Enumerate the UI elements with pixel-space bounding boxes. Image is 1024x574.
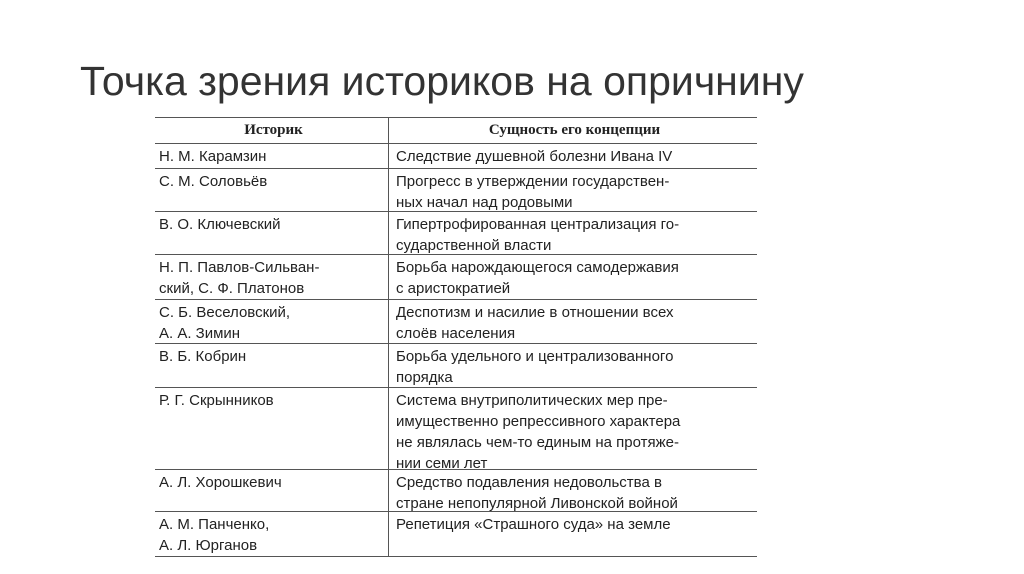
table-row xyxy=(155,511,757,557)
historian-cell: Р. Г. Скрынников xyxy=(159,392,274,409)
header-concept: Сущность его концепции xyxy=(388,118,757,143)
concept-cell: Система внутриполитических мер пре- имущественно репрессивного характера не являлась чем-то единым на протяже- нии семи лет xyxy=(388,388,757,469)
table-row xyxy=(155,168,757,211)
table-row xyxy=(155,469,757,511)
table-header-row xyxy=(155,117,757,143)
historians-table xyxy=(155,117,757,557)
table-row xyxy=(155,299,757,343)
concept-cell: Борьба нарождающегося самодержавия с аристократией xyxy=(388,255,757,299)
table-row xyxy=(155,143,757,168)
historian-cell: В. О. Ключевский xyxy=(159,216,281,233)
historian-cell: Н. П. Павлов-Сильван- ский, С. Ф. Платонов xyxy=(159,259,320,297)
concept-cell: Репетиция «Страшного суда» на земле xyxy=(388,512,757,556)
header-historian: Историк xyxy=(244,122,303,138)
table-row xyxy=(155,387,757,472)
concept-cell: Прогресс в утверждении государствен- ных начал над родовыми xyxy=(388,169,757,211)
table-row xyxy=(155,254,757,299)
concept-cell: Деспотизм и насилие в отношении всех слоёв населения xyxy=(388,300,757,343)
historian-cell: Н. М. Карамзин xyxy=(159,148,267,165)
historian-cell: А. М. Панченко, А. Л. Юрганов xyxy=(159,516,270,554)
concept-cell: Средство подавления недовольства в стране непопулярной Ливонской войной xyxy=(388,470,757,511)
historian-cell: С. Б. Веселовский, А. А. Зимин xyxy=(159,304,291,342)
table-row xyxy=(155,211,757,254)
historian-cell: А. Л. Хорошкевич xyxy=(159,474,282,491)
concept-cell: Гипертрофированная централизация го- сударственной власти xyxy=(388,212,757,254)
concept-cell: Следствие душевной болезни Ивана IV xyxy=(388,144,757,168)
concept-cell: Борьба удельного и централизованного порядка xyxy=(388,344,757,387)
table-row xyxy=(155,343,757,387)
historian-cell: В. Б. Кобрин xyxy=(159,348,247,365)
historian-cell: С. М. Соловьёв xyxy=(159,173,268,190)
slide-title: Точка зрения историков на опричнину xyxy=(80,58,804,104)
